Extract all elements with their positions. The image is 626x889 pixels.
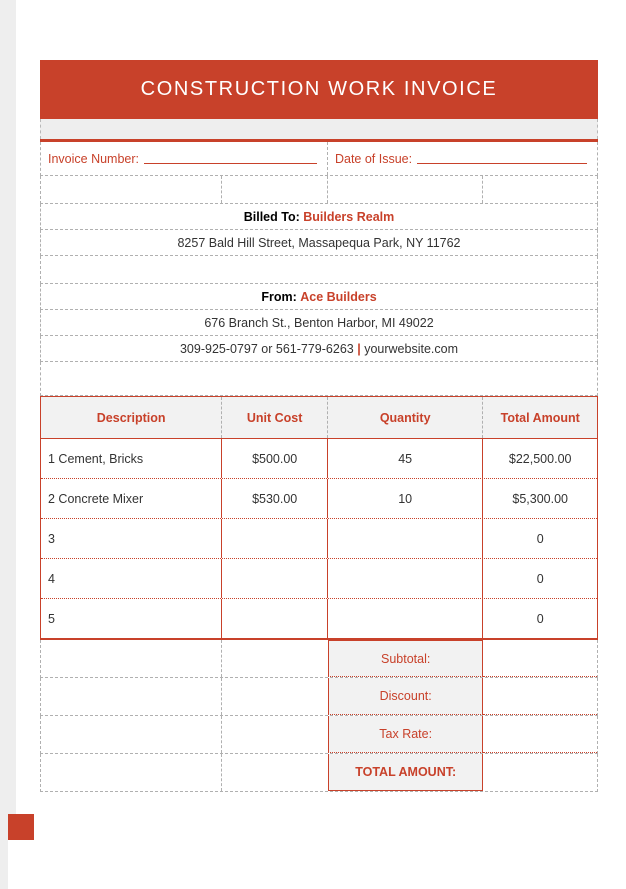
- cell-unit-cost[interactable]: [222, 599, 328, 638]
- totals-blank-cell: [222, 640, 328, 677]
- totals-blank-cell: [222, 716, 328, 753]
- billed-to-address: 8257 Bald Hill Street, Massapequa Park, NY 11762: [177, 235, 461, 250]
- from-cell: [41, 284, 597, 309]
- spacer-cell: [222, 176, 328, 203]
- billed-to-cell: [41, 204, 597, 229]
- cell-total[interactable]: 0: [536, 611, 544, 626]
- billed-to-address-cell: [41, 230, 597, 255]
- cell-description[interactable]: 1 Cement, Bricks: [41, 439, 222, 478]
- date-of-issue-label: Date of Issue:: [334, 151, 413, 166]
- cell-total[interactable]: 0: [536, 571, 544, 586]
- cell-unit-cost[interactable]: $530.00: [222, 479, 328, 518]
- table-row[interactable]: [41, 479, 597, 519]
- cell-total[interactable]: $5,300.00: [512, 491, 568, 506]
- page-title: CONSTRUCTION WORK INVOICE: [140, 78, 498, 100]
- contact-phones: 309-925-0797 or 561-779-6263: [179, 341, 354, 356]
- from-line: [41, 290, 597, 304]
- billed-to-address-row: [40, 230, 598, 256]
- cell-unit-cost[interactable]: $500.00: [222, 439, 328, 478]
- contact-website[interactable]: yourwebsite.com: [364, 341, 458, 356]
- cell-description[interactable]: 4: [41, 559, 222, 598]
- spacer-row-3: [40, 362, 598, 396]
- page-gutter-left-lower: [0, 815, 8, 889]
- tax-rate-value[interactable]: [483, 716, 597, 753]
- billed-to-label: Billed To:: [243, 209, 300, 224]
- date-of-issue-input[interactable]: [417, 153, 587, 164]
- billed-to-line: [41, 210, 597, 224]
- cell-quantity[interactable]: [328, 599, 483, 638]
- spacer-row-2: [40, 256, 598, 284]
- invoice-header-banner: [40, 60, 598, 119]
- cell-total[interactable]: 0: [536, 531, 544, 546]
- total-amount-value[interactable]: [483, 754, 597, 791]
- billed-to-row: [40, 204, 598, 230]
- from-name: Ace Builders: [300, 289, 377, 304]
- from-contact-row: [40, 336, 598, 362]
- totals-row-tax-rate: [40, 716, 598, 754]
- spacer-cell: [328, 176, 483, 203]
- spacer-cell: [41, 256, 597, 283]
- accent-corner-square: [8, 814, 34, 840]
- cell-description[interactable]: 5: [41, 599, 222, 638]
- totals-blank-cell: [222, 754, 328, 791]
- spacer-row-1: [40, 176, 598, 204]
- from-contact-cell: [41, 336, 597, 361]
- totals-blank-cell: [41, 678, 222, 715]
- table-row[interactable]: [41, 599, 597, 639]
- column-header-unit-cost: Unit Cost: [222, 397, 328, 438]
- totals-blank-cell: [41, 640, 222, 677]
- totals-section: [40, 640, 598, 792]
- cell-quantity[interactable]: [328, 519, 483, 558]
- totals-row-subtotal: [40, 640, 598, 678]
- invoice-number-field[interactable]: [41, 142, 328, 175]
- from-contact-line: [41, 342, 597, 356]
- spacer-cell: [41, 362, 597, 395]
- column-header-description: Description: [41, 397, 222, 438]
- header-spacer-strip: [40, 119, 598, 139]
- contact-separator: |: [357, 341, 361, 356]
- from-address-row: [40, 310, 598, 336]
- cell-description[interactable]: 2 Concrete Mixer: [41, 479, 222, 518]
- totals-blank-cell: [222, 678, 328, 715]
- from-address-cell: [41, 310, 597, 335]
- billed-to-name: Builders Realm: [303, 209, 395, 224]
- totals-blank-cell: [41, 754, 222, 791]
- discount-label: Discount:: [328, 678, 483, 715]
- from-row: [40, 284, 598, 310]
- table-row[interactable]: [41, 519, 597, 559]
- discount-value[interactable]: [483, 678, 597, 715]
- table-row[interactable]: [41, 439, 597, 479]
- page-gutter-left: [0, 0, 16, 815]
- line-items-header: [41, 397, 597, 439]
- cell-unit-cost[interactable]: [222, 559, 328, 598]
- cell-quantity[interactable]: 10: [328, 479, 483, 518]
- spacer-cell: [41, 176, 222, 203]
- cell-quantity[interactable]: [328, 559, 483, 598]
- totals-row-discount: [40, 678, 598, 716]
- date-of-issue-field[interactable]: [328, 142, 597, 175]
- column-header-quantity: Quantity: [328, 397, 483, 438]
- tax-rate-label: Tax Rate:: [328, 716, 483, 753]
- subtotal-label: Subtotal:: [328, 640, 483, 677]
- totals-blank-cell: [41, 716, 222, 753]
- from-label: From:: [261, 289, 297, 304]
- line-items-table: [40, 396, 598, 640]
- table-row[interactable]: [41, 559, 597, 599]
- column-header-total-amount: Total Amount: [500, 410, 580, 425]
- cell-unit-cost[interactable]: [222, 519, 328, 558]
- total-amount-label: TOTAL AMOUNT:: [328, 754, 483, 791]
- invoice-meta-row: [40, 142, 598, 176]
- cell-quantity[interactable]: 45: [328, 439, 483, 478]
- invoice-number-input[interactable]: [144, 153, 317, 164]
- subtotal-value[interactable]: [483, 640, 597, 677]
- invoice-document: [40, 60, 598, 792]
- cell-description[interactable]: 3: [41, 519, 222, 558]
- from-address: 676 Branch St., Benton Harbor, MI 49022: [204, 315, 434, 330]
- spacer-cell: [483, 176, 597, 203]
- totals-row-total-amount: [40, 754, 598, 792]
- invoice-number-label: Invoice Number:: [48, 151, 140, 166]
- cell-total[interactable]: $22,500.00: [508, 451, 572, 466]
